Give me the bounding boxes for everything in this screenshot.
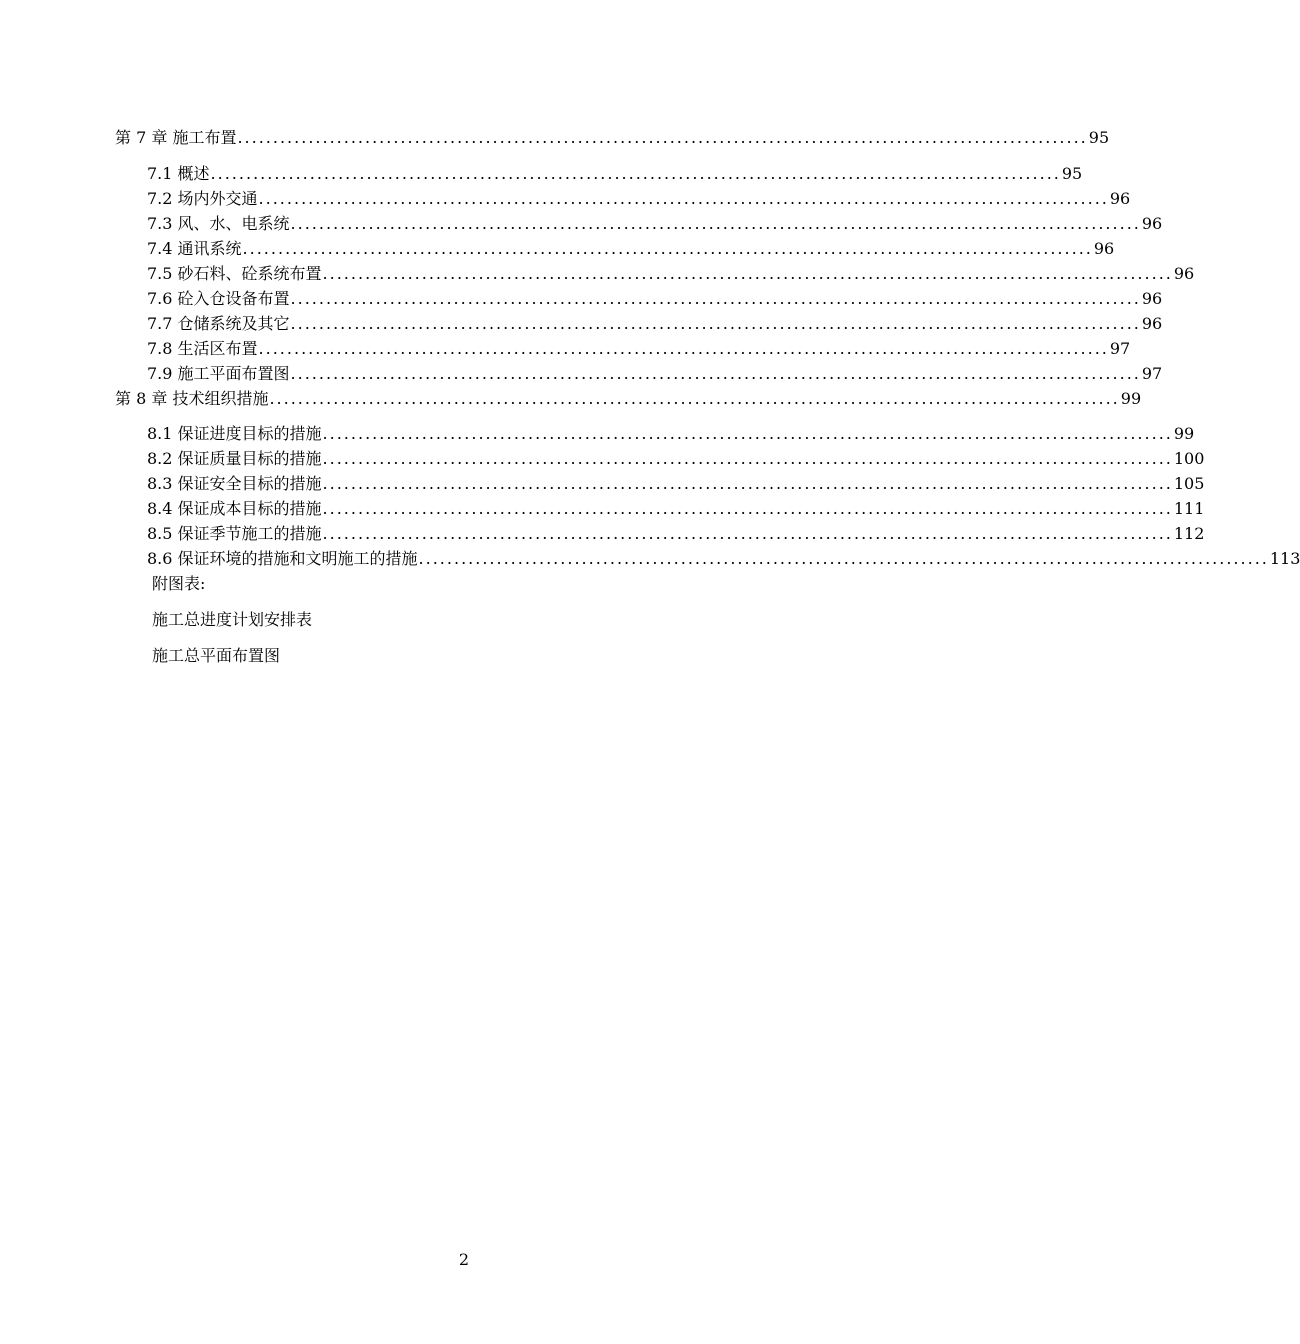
- appendix-heading: 附图表:: [152, 574, 206, 593]
- toc-entry-7-4[interactable]: [147, 238, 1115, 260]
- toc-entry-title: 7.4 通讯系统: [147, 239, 242, 258]
- toc-entry-page: 112: [1173, 524, 1205, 543]
- dot-leader: ........................................................................................................................: [322, 524, 1173, 543]
- toc-entry-title: 7.2 场内外交通: [147, 189, 258, 208]
- toc-entry-page: 95: [1088, 128, 1110, 147]
- toc-entry-8-3[interactable]: [147, 473, 1205, 495]
- toc-entry-title: 7.3 风、水、电系统: [147, 214, 290, 233]
- toc-entry-title: 8.6 保证环境的措施和文明施工的措施: [147, 549, 418, 568]
- toc-entry-page: 111: [1173, 499, 1205, 518]
- toc-entry-title: 8.2 保证质量目标的措施: [147, 449, 322, 468]
- toc-entry-page: 96: [1109, 189, 1131, 208]
- toc-entry-title: 第 7 章 施工布置: [115, 128, 237, 147]
- dot-leader: ........................................................................................................................: [322, 424, 1173, 443]
- dot-leader: ........................................................................................................................: [322, 449, 1173, 468]
- toc-entry-title: 8.4 保证成本目标的措施: [147, 499, 322, 518]
- toc-entry-chapter-7[interactable]: [115, 127, 1110, 149]
- toc-entry-title: 7.5 砂石料、砼系统布置: [147, 264, 322, 283]
- toc-entry-title: 7.1 概述: [147, 164, 210, 183]
- dot-leader: ........................................................................................................................: [322, 499, 1173, 518]
- toc-entry-page: 96: [1141, 314, 1163, 333]
- dot-leader: ........................................................................................................................: [290, 214, 1141, 233]
- toc-entry-title: 7.8 生活区布置: [147, 339, 258, 358]
- dot-leader: ........................................................................................................................: [418, 549, 1269, 568]
- toc-entry-8-6[interactable]: [147, 548, 1300, 570]
- toc-entry-title: 7.7 仓储系统及其它: [147, 314, 290, 333]
- dot-leader: ........................................................................................................................: [210, 164, 1061, 183]
- toc-entry-page: 99: [1173, 424, 1195, 443]
- toc-entry-page: 96: [1173, 264, 1195, 283]
- toc-entry-7-3[interactable]: [147, 213, 1163, 235]
- toc-entry-page: 100: [1173, 449, 1205, 468]
- appendix-item-schedule[interactable]: 施工总进度计划安排表: [152, 610, 313, 629]
- dot-leader: ........................................................................................................................: [258, 189, 1109, 208]
- toc-entry-7-9[interactable]: [147, 363, 1163, 385]
- toc-entry-title: 8.1 保证进度目标的措施: [147, 424, 322, 443]
- toc-entry-page: 96: [1141, 289, 1163, 308]
- toc-entry-page: 96: [1141, 214, 1163, 233]
- toc-entry-title: 8.3 保证安全目标的措施: [147, 474, 322, 493]
- dot-leader: ........................................................................................................................: [290, 289, 1141, 308]
- dot-leader: ........................................................................................................................: [269, 389, 1120, 408]
- toc-entry-title: 8.5 保证季节施工的措施: [147, 524, 322, 543]
- appendix-item-layout[interactable]: 施工总平面布置图: [152, 646, 281, 665]
- toc-entry-8-4[interactable]: [147, 498, 1205, 520]
- toc-entry-7-5[interactable]: [147, 263, 1195, 285]
- toc-entry-page: 96: [1093, 239, 1115, 258]
- dot-leader: ........................................................................................................................: [290, 314, 1141, 333]
- toc-entry-title: 第 8 章 技术组织措施: [115, 389, 269, 408]
- toc-entry-page: 99: [1120, 389, 1142, 408]
- dot-leader: ........................................................................................................................: [237, 128, 1088, 147]
- toc-entry-7-8[interactable]: [147, 338, 1131, 360]
- dot-leader: ........................................................................................................................: [258, 339, 1109, 358]
- dot-leader: ........................................................................................................................: [242, 239, 1093, 258]
- toc-entry-chapter-8[interactable]: [115, 388, 1142, 410]
- toc-entry-8-1[interactable]: [147, 423, 1195, 445]
- toc-entry-page: 97: [1109, 339, 1131, 358]
- dot-leader: ........................................................................................................................: [290, 364, 1141, 383]
- page-number: 2: [458, 1250, 470, 1269]
- toc-entry-page: 113: [1269, 549, 1300, 568]
- toc-entry-7-2[interactable]: [147, 188, 1131, 210]
- dot-leader: ........................................................................................................................: [322, 264, 1173, 283]
- toc-entry-title: 7.9 施工平面布置图: [147, 364, 290, 383]
- toc-entry-page: 105: [1173, 474, 1205, 493]
- dot-leader: ........................................................................................................................: [322, 474, 1173, 493]
- toc-entry-7-7[interactable]: [147, 313, 1163, 335]
- toc-entry-8-2[interactable]: [147, 448, 1205, 470]
- toc-entry-page: 97: [1141, 364, 1163, 383]
- toc-entry-title: 7.6 砼入仓设备布置: [147, 289, 290, 308]
- toc-entry-7-6[interactable]: [147, 288, 1163, 310]
- toc-entry-8-5[interactable]: [147, 523, 1205, 545]
- toc-entry-7-1[interactable]: [147, 163, 1083, 185]
- toc-entry-page: 95: [1061, 164, 1083, 183]
